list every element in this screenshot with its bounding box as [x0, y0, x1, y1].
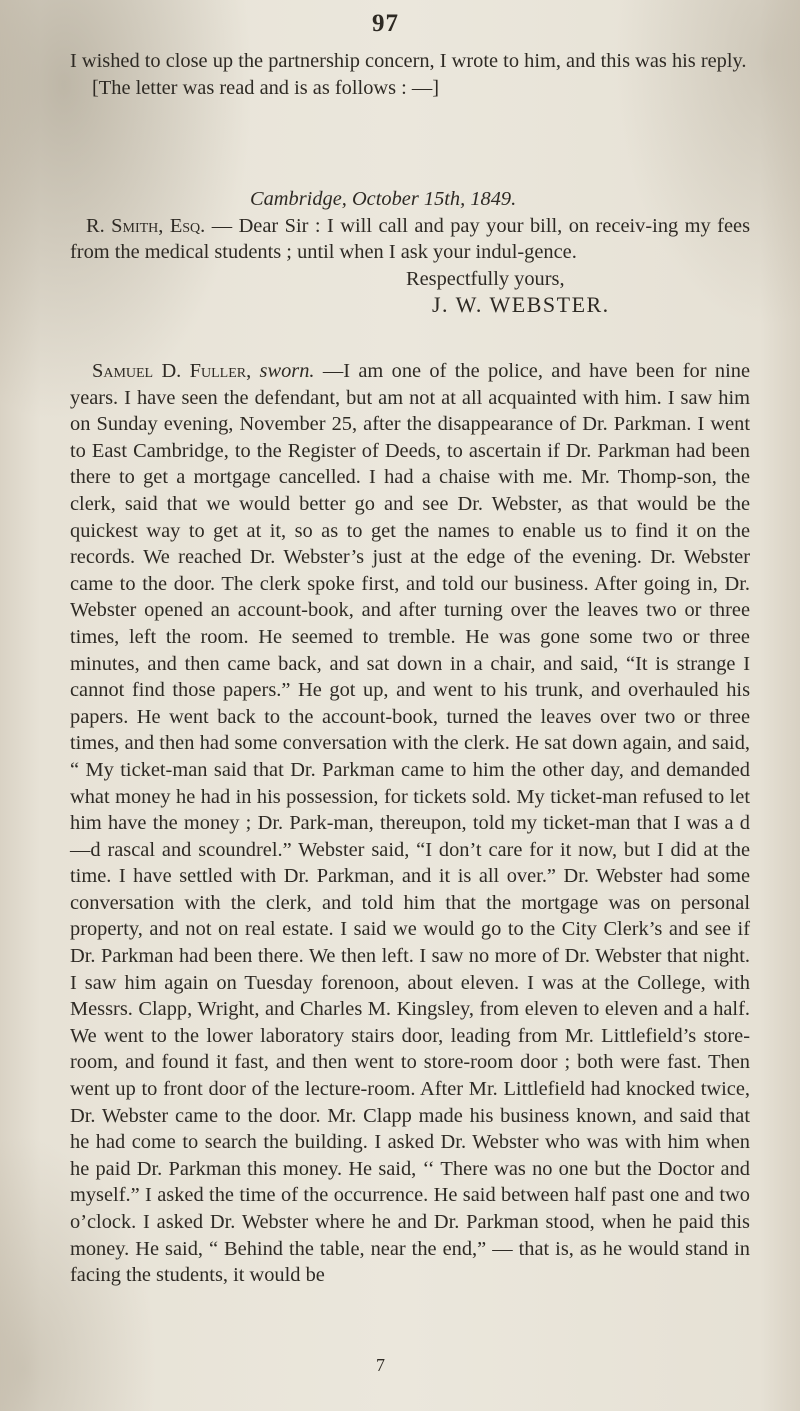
letter-closing: Respectfully yours,	[406, 267, 565, 290]
letter-body	[70, 213, 750, 266]
intro-sentence: I wished to close up the partnership concern, I wrote to him, and this was his reply.	[70, 50, 747, 72]
letter-addressee: R. Smith, Esq.	[86, 214, 206, 237]
letter-dateline: Cambridge, October 15th, 1849.	[250, 188, 517, 210]
intro-paragraph	[70, 48, 750, 101]
sworn-label: sworn.	[259, 360, 315, 382]
editorial-note: [The letter was read and is as follows : —]	[92, 76, 440, 99]
testimony-paragraph: Samuel D. Fuller, sworn. —I am one of the police, and have been for nine years. I have seen the defendant, but am not at all acquainted with him. I saw him on Sunday evening, November 25, after the disappearance of Dr. Parkman. I went to East Cambridge, to the Register of Deeds, to ascertain if Dr. Parkman had been there to get a mortgage cancelled. I had a chaise with me. Mr. Thomp-son, the clerk, said that we would better go and see Dr. Webster, as that would be the quickest way to get at it, so as to get the names to enable us to find it on the records. We reached Dr. Webster’s just at the edge of the evening. Dr. Webster came to the door. The clerk spoke first, and told our business. After going in, Dr. Webster opened an account-book, and after turning over the leaves two or three times, left the room. He seemed to tremble. He was gone some two or three minutes, and then came back, and sat down in a chair, and said, “It is strange I cannot find those papers.” He got up, and went to his trunk, and overhauled his papers. He went back to the account-book, turned the leaves over two or three times, and then had some conversation with the clerk. He sat down again, and said, “ My ticket-man said that Dr. Parkman came to him the other day, and demanded what money he had in his possession, for tickets sold. My ticket-man refused to let him have the money ; Dr. Park-man, thereupon, told my ticket-man that I was a d—d rascal and scoundrel.” Webster said, “I don’t care for it now, but I did at the time. I have settled with Dr. Parkman, and it is all over.” Dr. Webster had some conversation with the clerk, and told him that the mortgage was on personal property, and not on real estate. I said we would go to the City Clerk’s and see if Dr. Parkman had been there. We then left. I saw no more of Dr. Webster that night. I saw him again on Tuesday forenoon, about eleven. I was at the College, with Messrs. Clapp, Wright, and Charles M. Kingsley, from eleven to eleven and a half. We went to the lower laboratory stairs door, leading from Mr. Littlefield’s store-room, and found it fast, and then went to store-room door ; both were fast. Then went up to front door of the lecture-room. After Mr. Littlefield had knocked twice, Dr. Webster came to the door. Mr. Clapp made his business known, and said that he had come to search the building. I asked Dr. Webster who was with him when he paid Dr. Parkman this money. He said, ‘‘ There was no one but the Doctor and myself.” I asked the time of the occurrence. He said between half past one and two o’clock. I asked Dr. Webster where he and Dr. Parkman stood, when he paid this money. He said, “ Behind the table, near the end,” — that is, as he would stand in facing the students, it would be	[70, 360, 750, 1287]
page-number: 97	[372, 10, 399, 37]
testimony-text: —I am one of the police, and have been for nine years. I have seen the defendant, but am not at all acquainted with him. I saw him on Sunday evening, November 25, after the disappearance of Dr. Parkman. I went to East Cambridge, to the Register of Deeds, to ascertain if Dr. Parkman had been there to get a mortgage cancelled. I had a chaise with me. Mr. Thomp-son, the clerk, said that we would better go and see Dr. Webster, as that would be the quickest way to get at it, so as to get the names to enable us to find it on the records. We reached Dr. Webster’s just at the edge of the evening. Dr. Webster came to the door. The clerk spoke first, and told our business. After going in, Dr. Webster opened an account-book, and after turning over the leaves two or three times, left the room. He seemed to tremble. He was gone some two or three minutes, and then came back, and sat down in a chair, and said, “It is strange I cannot find those papers.” He got up, and went to his trunk, and overhauled his papers. He went back to the account-book, turned the leaves over two or three times, and then had some conversation with the clerk. He sat down again, and said, “ My ticket-man said that Dr. Parkman came to him the other day, and demanded what money he had in his possession, for tickets sold. My ticket-man refused to let him have the money ; Dr. Park-man, thereupon, told my ticket-man that I was a d—d rascal and scoundrel.” Webster said, “I don’t care for it now, but I did at the time. I have settled with Dr. Parkman, and it is all over.” Dr. Webster had some conversation with the clerk, and told him that the mortgage was on personal property, and not on real estate. I said we would go to the City Clerk’s and see if Dr. Parkman had been there. We then left. I saw no more of Dr. Webster that night. I saw him again on Tuesday forenoon, about eleven. I was at the College, with Messrs. Clapp, Wright, and Charles M. Kingsley, from eleven to eleven and a half. We went to the lower laboratory stairs door, leading from Mr. Littlefield’s store-room, and found it fast, and then went to store-room door ; both were fast. Then went up to front door of the lecture-room. After Mr. Littlefield had knocked twice, Dr. Webster came to the door. Mr. Clapp made his business known, and said that he had come to search the building. I asked Dr. Webster who was with him when he paid Dr. Parkman this money. He said, ‘‘ There was no one but the Doctor and myself.” I asked the time of the occurrence. He said between half past one and two o’clock. I asked Dr. Webster where he and Dr. Parkman stood, when he paid this money. He said, “ Behind the table, near the end,” — that is, as he would stand in facing the students, it would be	[70, 360, 750, 1287]
witness-name: Samuel D. Fuller	[92, 360, 247, 382]
letter-text: — Dear Sir : I will call and pay your bill, on receiv-ing my fees from the medical students ; until when I ask your indul-gence.	[70, 214, 751, 264]
letter-signature: J. W. WEBSTER.	[432, 292, 610, 318]
printer-signature-mark: 7	[376, 1355, 385, 1375]
quoted-letter	[70, 186, 750, 319]
